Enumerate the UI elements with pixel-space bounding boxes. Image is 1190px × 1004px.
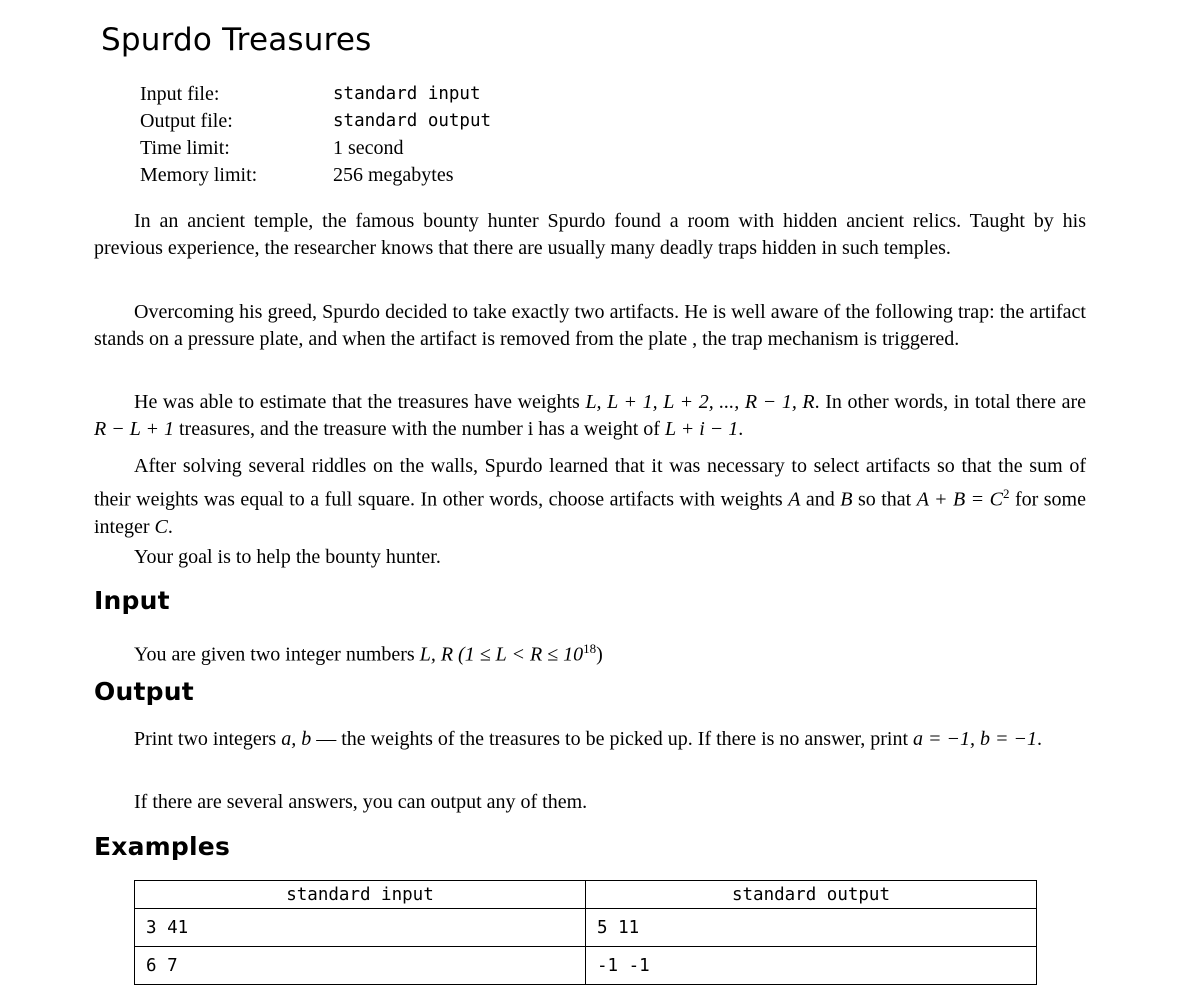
math: a, b (281, 728, 312, 750)
examples-table (134, 880, 1037, 985)
limit-value: standard output (333, 111, 492, 131)
limit-row-output-file (140, 108, 491, 135)
table-row (135, 909, 1037, 947)
limit-label: Output file: (140, 110, 233, 132)
output-note: If there are several answers, you can output any of them. (134, 791, 588, 813)
limit-row-input-file (140, 81, 491, 108)
text: Print two integers (134, 728, 282, 750)
text: and (800, 488, 841, 511)
examples-header-input: standard input (135, 881, 586, 909)
table-row (135, 947, 1037, 985)
statement-paragraph-5: Your goal is to help the bounty hunter. (134, 546, 441, 568)
example-output: 5 11 (586, 909, 1037, 947)
limit-label: Time limit: (140, 137, 230, 159)
example-input: 3 41 (135, 909, 586, 947)
section-heading-output: Output (94, 677, 194, 706)
limit-value: 1 second (333, 137, 404, 159)
math: ) (596, 643, 603, 666)
math: L, R (419, 643, 454, 666)
text: . (738, 418, 744, 440)
text: . In other words, in total there are (814, 391, 1086, 413)
section-heading-examples: Examples (94, 832, 231, 861)
math: R − L + 1 (94, 418, 174, 440)
limit-label: Memory limit: (140, 164, 258, 186)
text: After solving several riddles on the walls, Spurdo learned that it was necessary to select artifacts so that the sum of their weights was equal to a full square. In other words, choose artifacts with weights (94, 455, 1086, 511)
limit-row-memory (140, 162, 491, 189)
text: for some integer (94, 488, 1086, 538)
limit-value: 256 megabytes (333, 164, 454, 186)
text: He was able to estimate that the treasures have weights (134, 391, 586, 413)
math: A + B = C (916, 488, 1003, 511)
statement-paragraph-4 (94, 453, 1086, 541)
statement-paragraph-1: In an ancient temple, the famous bounty hunter Spurdo found a room with hidden ancient relics. Taught by his previous experience, the researcher knows that there are usually many deadly traps hidden in such temples. (94, 210, 1086, 259)
problem-limits (140, 81, 491, 189)
example-input: 6 7 (135, 947, 586, 985)
text: . (167, 515, 173, 538)
math: L + i − 1 (664, 418, 739, 440)
math: A (788, 488, 801, 511)
example-output: -1 -1 (586, 947, 1037, 985)
output-description (94, 726, 1086, 753)
text: . (1037, 728, 1043, 750)
section-heading-input: Input (94, 586, 170, 615)
math: C (154, 515, 168, 538)
math-superscript: 18 (583, 641, 597, 656)
math: B (840, 488, 853, 511)
text: treasures, and the treasure with the number i has a weight of (173, 418, 665, 440)
examples-header-output: standard output (586, 881, 1037, 909)
text: — the weights of the treasures to be picked up. If there is no answer, print (311, 728, 914, 750)
limit-label: Input file: (140, 83, 220, 105)
limit-value: standard input (333, 84, 481, 104)
text: You are given two integer numbers (134, 643, 420, 666)
math: a = −1, b = −1 (913, 728, 1038, 750)
statement-paragraph-3 (94, 389, 1086, 443)
input-description (94, 635, 1086, 669)
examples-header-row (135, 881, 1037, 909)
math-superscript: 2 (1003, 486, 1010, 501)
math: L, L + 1, L + 2, ..., R − 1, R (585, 391, 815, 413)
problem-title: Spurdo Treasures (101, 22, 372, 58)
math: (1 ≤ L < R ≤ 10 (453, 643, 584, 666)
text: so that (852, 488, 917, 511)
limit-row-time (140, 135, 491, 162)
statement-paragraph-2: Overcoming his greed, Spurdo decided to take exactly two artifacts. He is well aware of the following trap: the artifact stands on a pressure plate, and when the artifact is removed from the plate , the trap mechanism is triggered. (94, 301, 1086, 350)
